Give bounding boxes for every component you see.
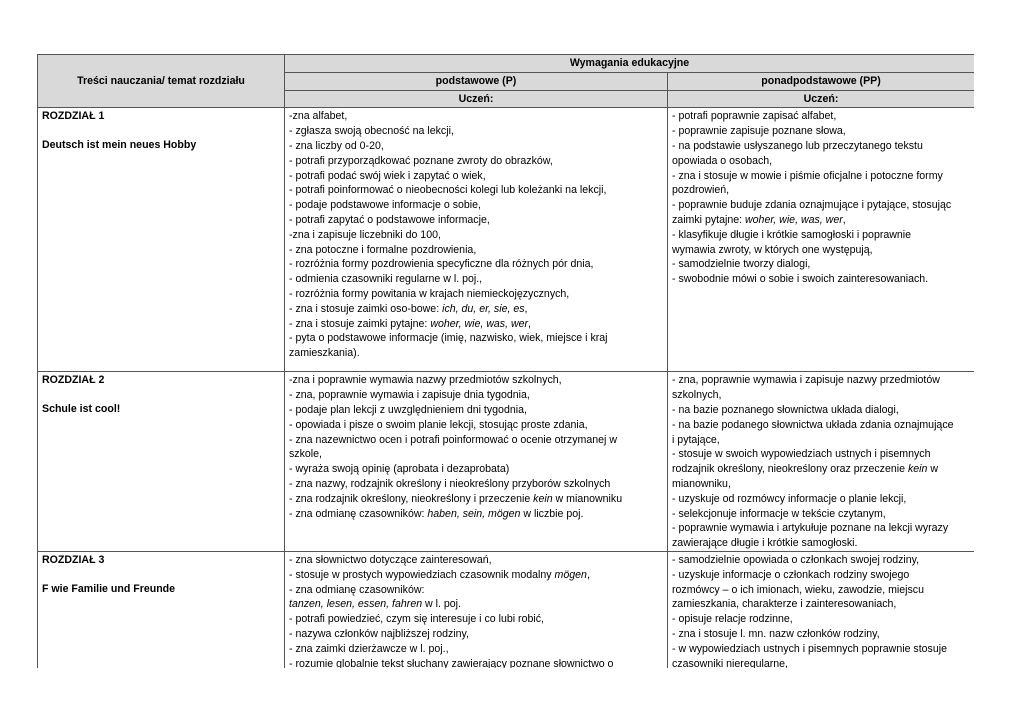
advanced-requirements-cell — [668, 108, 975, 372]
italic-word: kein — [533, 492, 553, 505]
basic-level-header: podstawowe (P) — [285, 72, 668, 90]
italic-word: mögen — [554, 568, 587, 581]
requirement-line: - zna słownictwo dotyczące zainteresowań, — [289, 553, 492, 566]
chapter-row-3 — [38, 551, 975, 668]
italic-question-words: woher, wie, was, wer — [430, 317, 529, 330]
requirement-line: wymawia zwroty, w których one występują, — [672, 243, 873, 256]
basic-requirements-cell — [285, 108, 668, 372]
chapter-label: ROZDZIAŁ 3 — [42, 553, 105, 566]
requirement-line: - potrafi poprawnie zapisać alfabet, — [672, 110, 837, 123]
line-text: w l. poj. — [422, 598, 461, 611]
student-advanced-header: Uczeń: — [668, 90, 975, 108]
requirements-document — [37, 54, 974, 668]
requirement-line: - samodzielnie tworzy dialogi, — [672, 258, 811, 271]
line-text: - zna i stosuje zaimki oso-bowe: — [289, 302, 443, 315]
requirement-line: zaimki pytajne: woher, wie, was, wer, — [672, 213, 846, 226]
requirement-line: - zna i stosuje zaimki oso-bowe: ich, du, er, sie, es, — [289, 302, 528, 315]
line-text: - stosuje w prostych wypowiedziach czasownik modalny — [289, 568, 555, 581]
line-text: - zna odmianę czasowników: — [289, 507, 428, 520]
chapter-label: ROZDZIAŁ 1 — [42, 110, 105, 123]
line-text: w liczbie poj. — [520, 507, 584, 520]
requirement-line: - w wypowiedziach ustnych i pisemnych poprawnie stosuje — [672, 642, 947, 655]
requirement-line — [289, 568, 663, 583]
italic-pronouns: ich, du, er, sie, es — [442, 302, 525, 315]
requirement-line: - swobodnie mówi o sobie i swoich zainteresowaniach. — [672, 273, 929, 286]
italic-word: kein — [907, 463, 928, 476]
chapter-cell — [38, 372, 285, 552]
advanced-level-header: ponadpodstawowe (PP) — [668, 72, 975, 90]
student-basic-header: Uczeń: — [285, 90, 668, 108]
requirement-line: - poprawnie wymawia i artykułuje poznane na lekcji wyrazy — [672, 522, 949, 535]
italic-question-words: woher, wie, was, wer — [745, 213, 843, 226]
requirement-line: - na podstawie usłyszanego lub przeczytanego tekstu — [672, 139, 923, 152]
requirement-line: - potrafi zapytać o podstawowe informacje, — [289, 213, 490, 226]
requirement-line: szkole, — [289, 448, 322, 461]
requirement-line: zamieszkania, charakterze i zainteresowaniach, — [672, 598, 897, 611]
requirement-line — [289, 597, 663, 612]
requirement-line: mianowniku, — [672, 477, 731, 490]
line-text: - zna rodzajnik określony, nieokreślony i przeczenie — [289, 492, 534, 505]
requirement-line: - opowiada i pisze o swoim planie lekcji, stosując proste zdania, — [289, 418, 588, 431]
requirement-line: zawierające długie i krótkie samogłoski. — [672, 537, 858, 550]
requirement-line: - zna i stosuje zaimki pytajne: woher, wie, was, wer, — [289, 317, 531, 330]
requirement-line: - klasyfikuje długie i krótkie samogłoski i poprawnie — [672, 228, 912, 241]
chapter-row-2 — [38, 372, 975, 552]
requirement-line: szkolnych, — [672, 389, 722, 402]
line-text: , — [586, 568, 590, 581]
requirement-line: - potrafi przyporządkować poznane zwroty do obrazków, — [289, 154, 553, 167]
requirement-line: - samodzielnie opowiada o członkach swojej rodziny, — [672, 553, 920, 566]
requirement-line: - uzyskuje informacje o członkach rodziny swojego — [672, 568, 910, 581]
requirement-line: - uzyskuje od rozmówcy informacje o planie lekcji, — [672, 492, 907, 505]
requirement-line: - rozróżnia formy powitania w krajach niemieckojęzycznych, — [289, 287, 570, 300]
requirement-line: -zna alfabet, — [289, 110, 348, 123]
advanced-requirements-cell — [668, 372, 975, 552]
chapter-label: ROZDZIAŁ 2 — [42, 374, 105, 387]
requirement-line: - zna i stosuje l. mn. nazw członków rodziny, — [672, 627, 880, 640]
basic-requirements-cell — [285, 551, 668, 668]
requirement-line: - zna liczby od 0-20, — [289, 139, 384, 152]
requirements-header: Wymagania edukacyjne — [285, 55, 975, 73]
chapter-title: Schule ist cool! — [42, 403, 121, 416]
requirement-line: - rozumie globalnie tekst słuchany zawierający poznane słownictwo o — [289, 657, 614, 668]
requirement-line — [289, 492, 663, 507]
requirement-line: - zna odmianę czasowników: — [289, 583, 425, 596]
requirement-line: - zna, poprawnie wymawia i zapisuje nazwy przedmiotów — [672, 374, 940, 387]
chapter-row-1 — [38, 108, 975, 372]
requirement-line: - nazywa członków najbliższej rodziny, — [289, 627, 469, 640]
requirement-line: - zna, poprawnie wymawia i zapisuje dnia tygodnia, — [289, 389, 530, 402]
requirement-line: - podaje plan lekcji z uwzględnieniem dni tygodnia, — [289, 403, 527, 416]
requirement-line: - pyta o podstawowe informacje (imię, nazwisko, wiek, miejsce i kraj — [289, 332, 608, 345]
requirements-table — [37, 54, 974, 668]
requirement-line: - zna potoczne i formalne pozdrowienia, — [289, 243, 477, 256]
requirement-line: - podaje podstawowe informacje o sobie, — [289, 199, 481, 212]
requirement-line — [289, 507, 663, 522]
requirement-line: - opisuje relacje rodzinne, — [672, 613, 793, 626]
header-row-1 — [38, 55, 975, 73]
basic-requirements-cell — [285, 372, 668, 552]
line-text: zaimki pytajne: — [672, 213, 746, 226]
chapter-title: F wie Familie und Freunde — [42, 582, 176, 595]
requirement-line: czasowniki nieregularne, — [672, 657, 789, 668]
chapter-cell — [38, 108, 285, 372]
requirement-line: pozdrowień, — [672, 184, 730, 197]
requirement-line: - potrafi powiedzieć, czym się interesuje i co lubi robić, — [289, 613, 544, 626]
line-text: - zna i stosuje zaimki pytajne: — [289, 317, 431, 330]
line-text: w mianowniku — [552, 492, 623, 505]
requirement-line — [672, 462, 970, 477]
requirement-line: - potrafi podać swój wiek i zapytać o wiek, — [289, 169, 486, 182]
requirement-line: - selekcjonuje informacje w tekście czytanym, — [672, 507, 886, 520]
requirement-line: - odmienia czasowniki regularne w l. poj., — [289, 273, 483, 286]
requirement-line: -zna i poprawnie wymawia nazwy przedmiotów szkolnych, — [289, 374, 562, 387]
italic-verbs: haben, sein, mögen — [427, 507, 521, 520]
italic-verbs: tanzen, lesen, essen, fahren — [289, 598, 423, 611]
requirement-line: rozmówcy – o ich imionach, wieku, zawodzie, miejscu — [672, 583, 924, 596]
requirement-line: - wyraża swoją opinię (aprobata i dezaprobata) — [289, 463, 510, 476]
requirement-line: - na bazie podanego słownictwa układa zdania oznajmujące — [672, 418, 954, 431]
requirement-line: i pytające, — [672, 433, 720, 446]
requirement-line: - zna zaimki dzierżawcze w l. poj., — [289, 642, 449, 655]
advanced-requirements-cell — [668, 551, 975, 668]
requirement-line: - rozróżnia formy pozdrowienia specyficzne dla różnych pór dnia, — [289, 258, 594, 271]
requirement-line: zamieszkania). — [289, 347, 360, 360]
requirement-line: - na bazie poznanego słownictwa układa dialogi, — [672, 403, 899, 416]
chapter-title: Deutsch ist mein neues Hobby — [42, 139, 197, 152]
requirement-line: opowiada o osobach, — [672, 154, 773, 167]
requirement-line: - poprawnie zapisuje poznane słowa, — [672, 125, 846, 138]
line-text: rodzajnik określony, nieokreślony oraz przeczenie — [672, 463, 908, 476]
topic-column-header: Treści nauczania/ temat rozdziału — [38, 55, 285, 108]
requirement-line: - zna nazwy, rodzajnik określony i nieokreślony przyborów szkolnych — [289, 477, 611, 490]
requirement-line: - zna i stosuje w mowie i piśmie oficjalne i potoczne formy — [672, 169, 943, 182]
requirement-line: -zna i zapisuje liczebniki do 100, — [289, 228, 441, 241]
requirement-line: - potrafi poinformować o nieobecności kolegi lub koleżanki na lekcji, — [289, 184, 607, 197]
requirement-line: - stosuje w swoich wypowiedziach ustnych i pisemnych — [672, 448, 931, 461]
requirement-line: - poprawnie buduje zdania oznajmujące i pytające, stosując — [672, 199, 952, 212]
line-text: w — [927, 463, 938, 476]
requirement-line: - zgłasza swoją obecność na lekcji, — [289, 125, 454, 138]
chapter-cell — [38, 551, 285, 668]
requirement-line: - zna nazewnictwo ocen i potrafi poinformować o ocenie otrzymanej w — [289, 433, 617, 446]
